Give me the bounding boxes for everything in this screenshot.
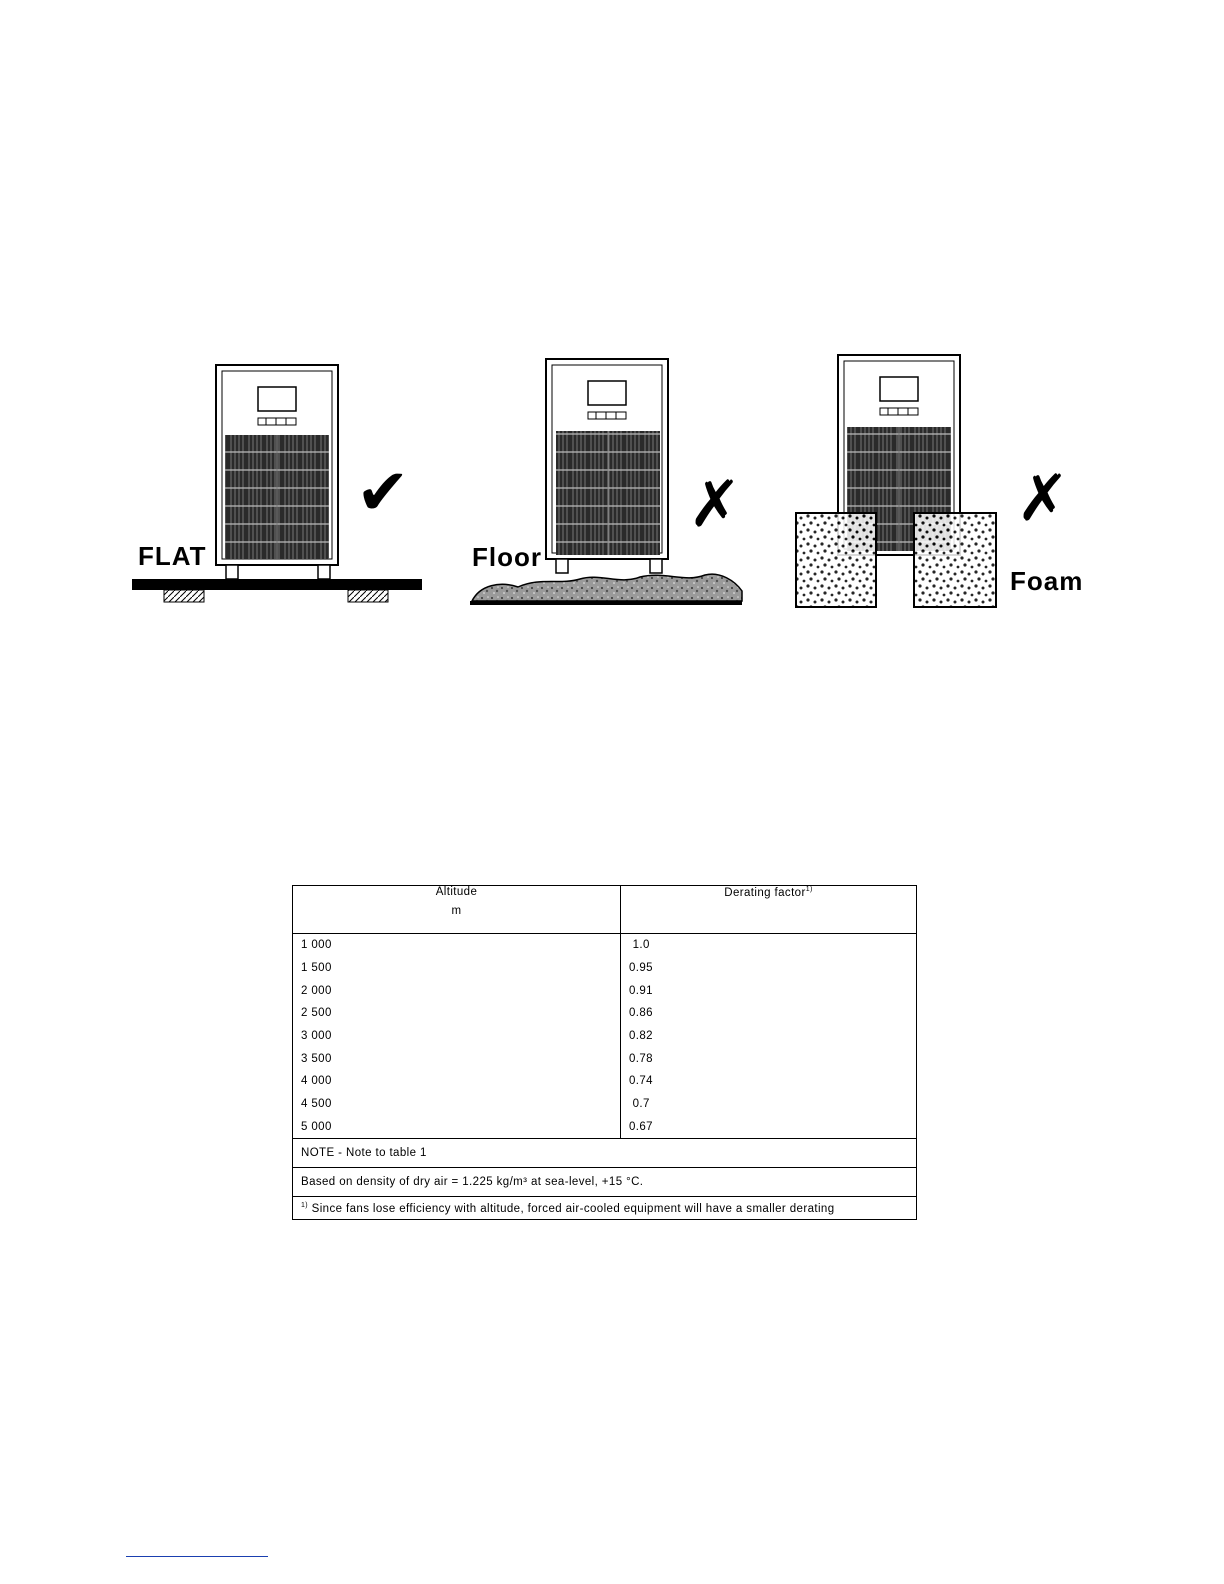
altitude-cell: 3 000 bbox=[293, 1025, 621, 1048]
table-row bbox=[293, 957, 916, 980]
table-row bbox=[293, 1002, 916, 1025]
factor-cell: 0.67 bbox=[629, 1120, 653, 1133]
footnote-row bbox=[293, 1197, 916, 1220]
table-row bbox=[293, 979, 916, 1002]
footnote-marker: 1) bbox=[301, 1201, 309, 1209]
installation-drawing bbox=[120, 345, 1110, 620]
altitude-cell: 3 500 bbox=[293, 1047, 621, 1070]
table-note bbox=[293, 1139, 916, 1168]
altitude-cell: 4 000 bbox=[293, 1070, 621, 1093]
cross-icon-foam: ✗ bbox=[1016, 462, 1070, 536]
altitude-header bbox=[293, 886, 621, 934]
altitude-cell: 2 000 bbox=[293, 979, 621, 1002]
altitude-cell: 2 500 bbox=[293, 1002, 621, 1025]
altitude-cell: 4 500 bbox=[293, 1093, 621, 1116]
label-foam: Foam bbox=[1010, 566, 1084, 596]
altitude-unit: m bbox=[451, 905, 462, 917]
derating-header bbox=[621, 886, 917, 934]
factor-cell: 0.74 bbox=[629, 1075, 653, 1088]
altitude-cell: 1 000 bbox=[293, 934, 621, 957]
factor-cell: 0.82 bbox=[629, 1030, 653, 1043]
derating-table bbox=[292, 885, 917, 1220]
installation-figure bbox=[120, 345, 1110, 620]
factor-cell: 0.86 bbox=[629, 1007, 653, 1020]
table-row bbox=[293, 934, 916, 957]
cross-icon-floor: ✗ bbox=[688, 468, 742, 542]
factor-cell: 0.95 bbox=[629, 962, 653, 975]
note-prefix: NOTE - bbox=[301, 1147, 343, 1160]
density-note: Based on density of dry air = 1.225 kg/m³ at sea-level, +15 °C. bbox=[293, 1168, 916, 1197]
table-row bbox=[293, 1047, 916, 1070]
label-flat: FLAT bbox=[138, 541, 207, 571]
factor-cell: 0.91 bbox=[629, 984, 653, 997]
derating-header-label: Derating factor bbox=[724, 886, 806, 899]
density-note-row bbox=[293, 1168, 916, 1197]
table-row bbox=[293, 1070, 916, 1093]
checkmark-icon: ✔ bbox=[356, 456, 410, 530]
factor-cell: 0.78 bbox=[629, 1052, 653, 1065]
altitude-header-label: Altitude bbox=[435, 886, 478, 898]
table-row bbox=[293, 1116, 916, 1139]
table-row bbox=[293, 1093, 916, 1116]
footer-rule bbox=[126, 1556, 268, 1557]
table-note-row bbox=[293, 1139, 916, 1168]
label-floor: Floor bbox=[472, 542, 542, 572]
table-row bbox=[293, 1025, 916, 1048]
factor-cell: 0.7 bbox=[632, 1098, 650, 1111]
altitude-cell: 1 500 bbox=[293, 957, 621, 980]
note-text: Note to table 1 bbox=[345, 1147, 427, 1160]
table-header-row bbox=[293, 886, 916, 934]
footnote-text: Since fans lose efficiency with altitude, forced air-cooled equipment will have a smaller derating bbox=[311, 1202, 835, 1215]
ups-unit-foam bbox=[796, 355, 996, 607]
footnote bbox=[293, 1197, 916, 1220]
factor-cell: 1.0 bbox=[632, 939, 650, 952]
altitude-cell: 5 000 bbox=[293, 1116, 621, 1139]
derating-header-sup: 1) bbox=[805, 886, 813, 893]
